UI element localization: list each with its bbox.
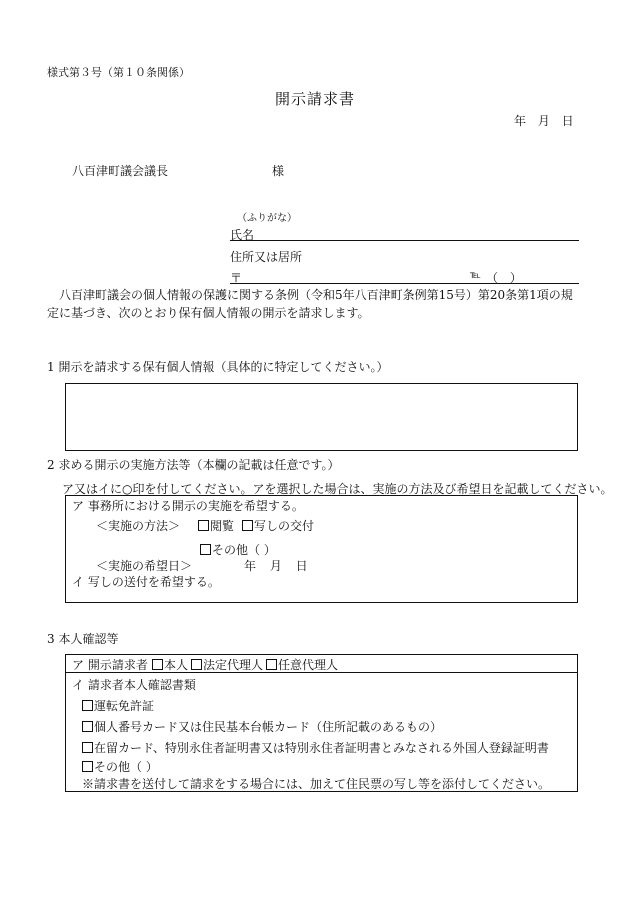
tel-paren: （ ） bbox=[486, 271, 522, 285]
doc-residence-label: 在留カード、特別永住者証明書又は特別永住者証明書とみなされる外国人登録証明書 bbox=[94, 741, 549, 755]
section3-note: ※請求書を送付して請求をする場合には、加えて住民票の写し等を添付してください。 bbox=[82, 777, 551, 791]
requester-label: ア 開示請求者 bbox=[72, 658, 148, 672]
identity-box bbox=[65, 654, 578, 792]
requester-voluntary-option[interactable] bbox=[266, 656, 338, 673]
section3-heading: 3 本人確認等 bbox=[47, 632, 119, 646]
name-field[interactable] bbox=[230, 240, 579, 241]
option-b-label[interactable]: イ 写しの送付を希望する。 bbox=[72, 575, 220, 589]
checkbox[interactable] bbox=[200, 544, 211, 555]
furigana-label: （ふりがな） bbox=[237, 213, 297, 224]
method-label: ＜実施の方法＞ bbox=[96, 519, 181, 533]
method-copy-label: 写しの交付 bbox=[254, 519, 315, 533]
page-title: 開示請求書 bbox=[274, 90, 355, 108]
docs-label: イ 請求者本人確認書類 bbox=[72, 678, 196, 692]
method-other-option[interactable] bbox=[200, 541, 276, 558]
divider bbox=[66, 672, 577, 673]
date-label: ＜実施の希望日＞ bbox=[96, 559, 193, 573]
method-other-label: その他（ ） bbox=[212, 543, 276, 557]
checkbox[interactable] bbox=[82, 721, 93, 732]
section2-heading: 2 求める開示の実施方法等（本欄の記載は任意です。） bbox=[47, 458, 340, 472]
doc-license-option[interactable] bbox=[82, 697, 154, 714]
checkbox[interactable] bbox=[82, 700, 93, 711]
intro-paragraph: 八百津町議会の個人情報の保護に関する条例（令和5年八百津町条例第15号）第20条第1項の規定に基づき、次のとおり保有個人情報の開示を請求します。 bbox=[47, 288, 573, 320]
doc-other-label: その他（ ） bbox=[94, 760, 158, 774]
addressee-honorific: 様 bbox=[272, 164, 285, 178]
checkbox[interactable] bbox=[152, 659, 163, 670]
option-a-label[interactable]: ア 事務所における開示の実施を希望する。 bbox=[72, 499, 304, 513]
checkbox[interactable] bbox=[242, 520, 253, 531]
section2-note: ア又はイに○印を付してください。アを選択した場合は、実施の方法及び希望日を記載してください。 bbox=[62, 482, 613, 496]
method-box bbox=[65, 495, 578, 603]
doc-license-label: 運転免許証 bbox=[94, 699, 155, 713]
address-label: 住所又は居所 bbox=[230, 250, 303, 264]
doc-mynumber-option[interactable] bbox=[82, 718, 442, 735]
checkbox[interactable] bbox=[191, 659, 202, 670]
doc-mynumber-label: 個人番号カード又は住民基本台帳カード（住所記載のあるもの） bbox=[94, 720, 443, 734]
method-view-option[interactable] bbox=[198, 517, 234, 534]
address-field[interactable] bbox=[230, 283, 579, 284]
addressee-name: 八百津町議会議長 bbox=[72, 164, 169, 178]
doc-residence-option[interactable] bbox=[82, 739, 549, 756]
name-label: 氏名 bbox=[230, 228, 255, 242]
checkbox[interactable] bbox=[198, 520, 209, 531]
requested-info-box[interactable] bbox=[65, 383, 578, 451]
tel-label: ℡ bbox=[470, 270, 481, 281]
form-number: 様式第３号（第１０条関係） bbox=[47, 66, 190, 79]
requester-voluntary-label: 任意代理人 bbox=[278, 658, 339, 672]
section1-heading: 1 開示を請求する保有個人情報（具体的に特定してください。） bbox=[47, 360, 389, 374]
doc-other-option[interactable] bbox=[82, 758, 158, 775]
method-view-label: 閲覧 bbox=[210, 519, 235, 533]
checkbox[interactable] bbox=[82, 761, 93, 772]
checkbox[interactable] bbox=[266, 659, 277, 670]
requester-legal-label: 法定代理人 bbox=[203, 658, 264, 672]
preferred-date-field[interactable]: 年 月 日 bbox=[244, 559, 308, 573]
checkbox[interactable] bbox=[82, 742, 93, 753]
requester-legal-option[interactable] bbox=[191, 656, 263, 673]
method-copy-option[interactable] bbox=[242, 517, 314, 534]
requester-self-label: 本人 bbox=[164, 658, 189, 672]
postal-mark: 〒 bbox=[230, 271, 243, 285]
requester-self-option[interactable] bbox=[152, 656, 188, 673]
date-field[interactable]: 年 月 日 bbox=[514, 114, 574, 128]
